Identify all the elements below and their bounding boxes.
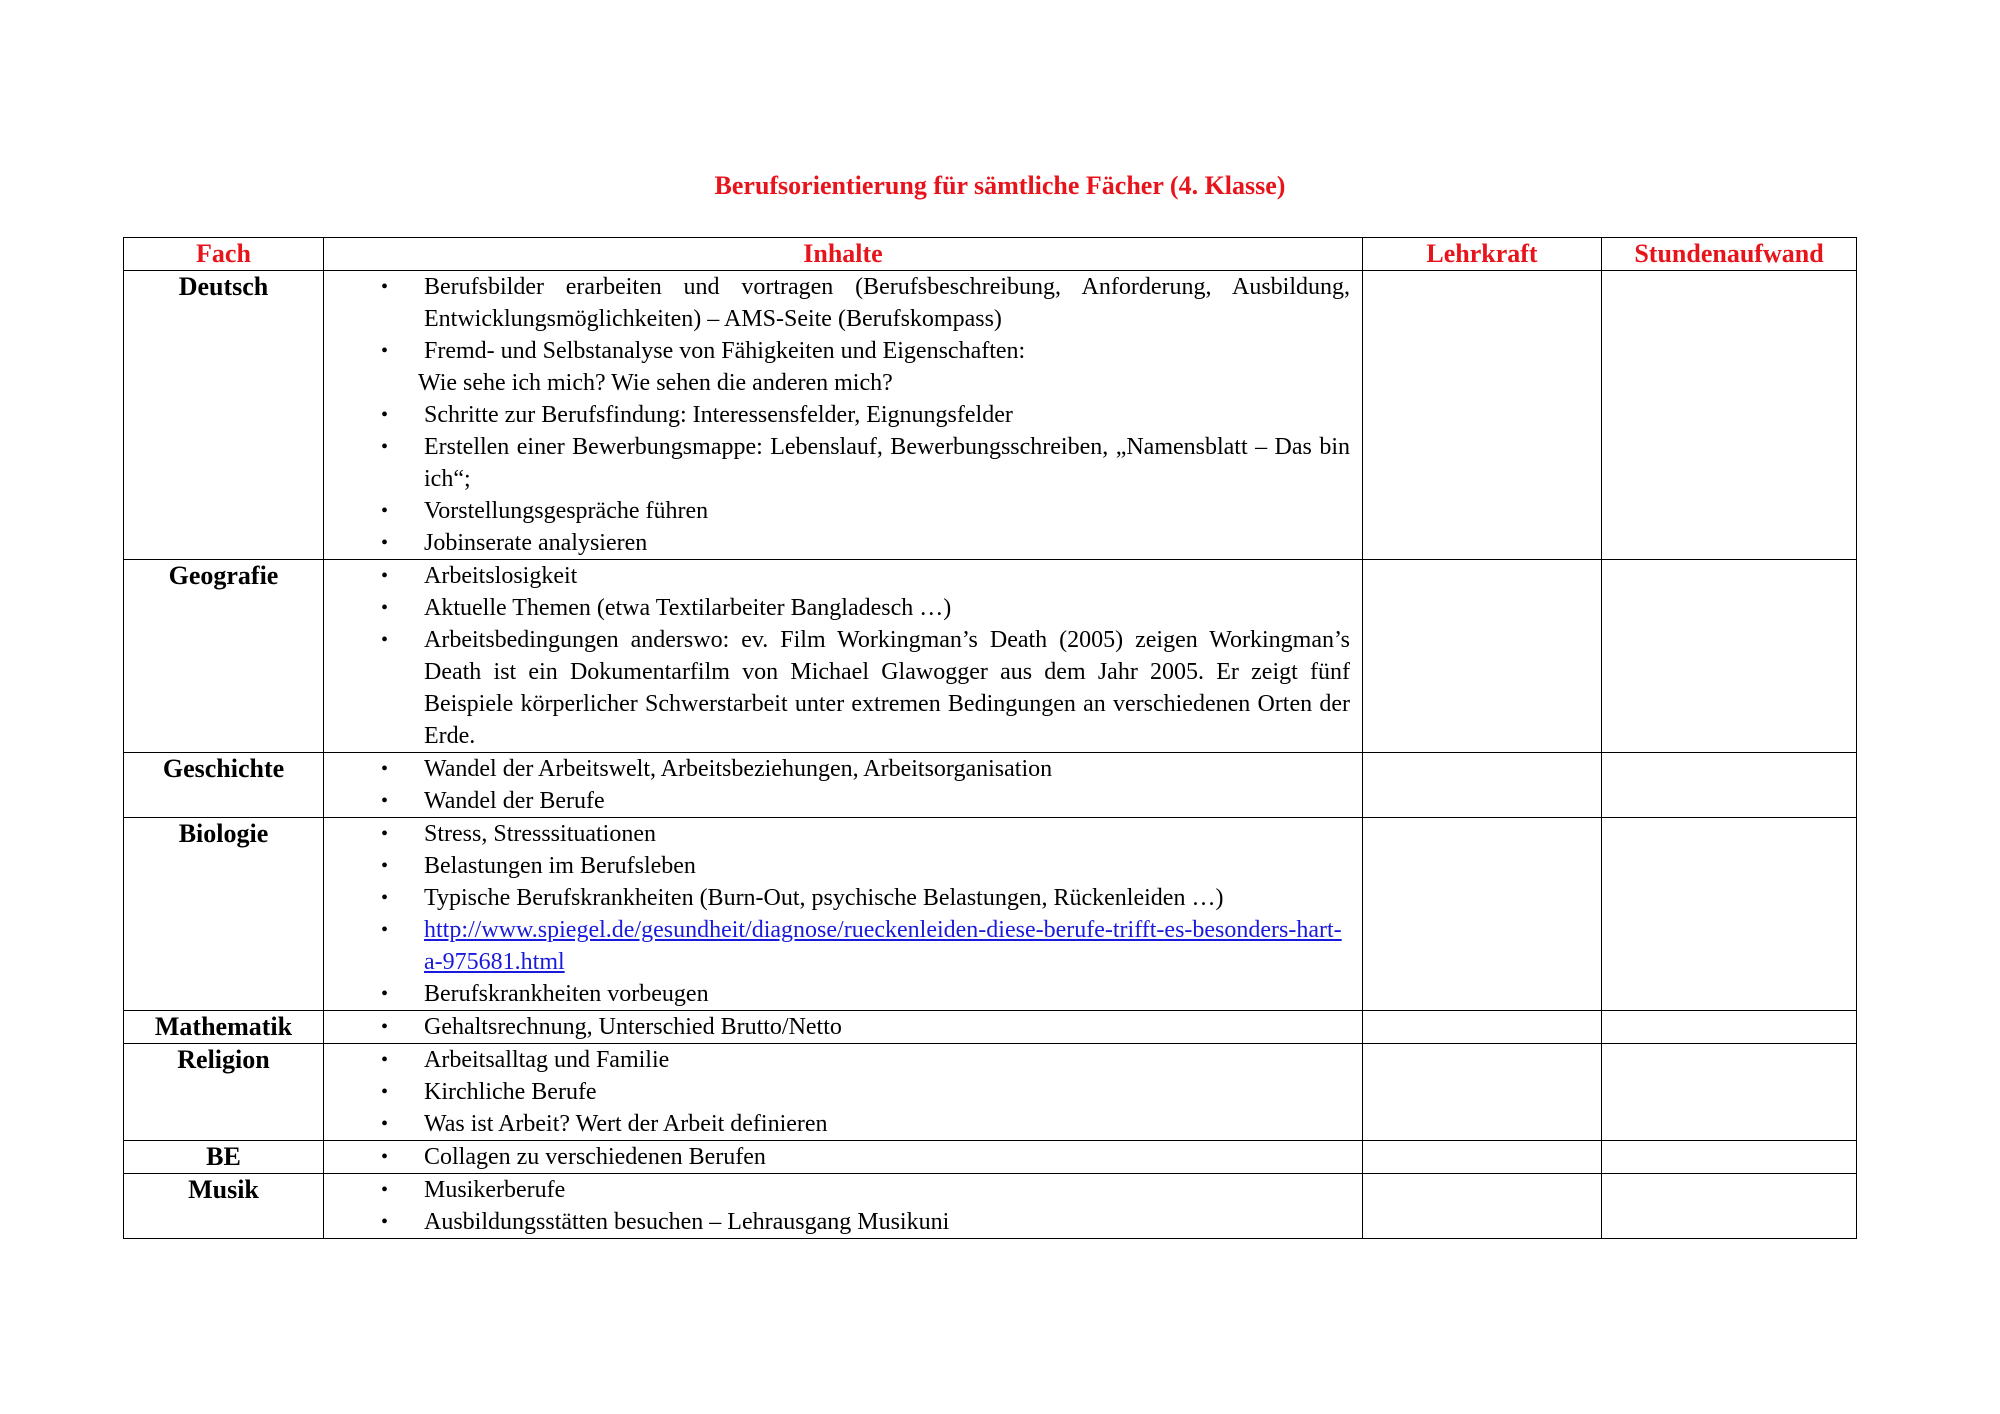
list-item-text: Gehaltsrechnung, Unterschied Brutto/Netto (424, 1014, 842, 1040)
content-cell (324, 818, 1363, 1011)
hours-cell (1602, 818, 1857, 1011)
hours-cell (1602, 1141, 1857, 1174)
hours-cell (1602, 271, 1857, 560)
bullet-icon: • (381, 983, 389, 1005)
header-inhalte: Inhalte (324, 238, 1363, 271)
list-item-text: Kirchliche Berufe (424, 1079, 597, 1105)
subject-cell: Deutsch (124, 271, 324, 560)
bullet-icon: • (381, 276, 389, 298)
header-stundenaufwand: Stundenaufwand (1602, 238, 1857, 271)
list-item-text: Typische Berufskrankheiten (Burn-Out, psychische Belastungen, Rückenleiden …) (424, 885, 1224, 911)
table-row (124, 753, 1857, 818)
bullet-icon: • (381, 1146, 389, 1168)
subject-cell: Geografie (124, 560, 324, 753)
bullet-icon: • (381, 597, 389, 619)
list-item-text: Arbeitsbedingungen anderswo: ev. Film Workingman’s Death (2005) zeigen Workingman’s Death ist ein Dokumentarfilm von Michael Glawogger aus dem Jahr 2005. Er zeigt fünf Beispiele körperlicher Schwerstarbeit unter extremen Bedingungen an verschiedenen Orten der Erde. (424, 627, 1350, 749)
list-item (324, 1011, 1350, 1043)
bullet-icon: • (381, 855, 389, 877)
table-row (124, 1044, 1857, 1141)
content-cell (324, 1174, 1363, 1239)
teacher-cell (1363, 560, 1602, 753)
header-lehrkraft: Lehrkraft (1363, 238, 1602, 271)
content-list (324, 1011, 1362, 1043)
list-item-text: Ausbildungsstätten besuchen – Lehrausgang Musikuni (424, 1209, 950, 1235)
bullet-icon: • (381, 887, 389, 909)
bullet-icon: • (381, 1113, 389, 1135)
list-item-text: Aktuelle Themen (etwa Textilarbeiter Bangladesch …) (424, 595, 952, 621)
list-item (324, 1174, 1350, 1206)
list-item (324, 882, 1350, 914)
hours-cell (1602, 560, 1857, 753)
table-row (124, 1174, 1857, 1239)
bullet-icon: • (381, 500, 389, 522)
list-item-text: Arbeitsalltag und Familie (424, 1047, 670, 1073)
list-item-text: Fremd- und Selbstanalyse von Fähigkeiten und Eigenschaften: (424, 338, 1026, 364)
teacher-cell (1363, 1044, 1602, 1141)
bullet-icon: • (381, 1049, 389, 1071)
bullet-icon: • (381, 1179, 389, 1201)
list-item-text: Was ist Arbeit? Wert der Arbeit definieren (424, 1111, 828, 1137)
table-row (124, 818, 1857, 1011)
teacher-cell (1363, 753, 1602, 818)
page-title: Berufsorientierung für sämtliche Fächer (4. Klasse) (714, 171, 1286, 200)
teacher-cell (1363, 1011, 1602, 1044)
list-item (324, 818, 1350, 850)
subject-cell: BE (124, 1141, 324, 1174)
content-list (324, 1141, 1362, 1173)
list-item (324, 914, 1350, 978)
list-item-text: Stress, Stresssituationen (424, 821, 656, 847)
list-item (324, 753, 1350, 785)
table-row (124, 1141, 1857, 1174)
list-item (324, 495, 1350, 527)
hours-cell (1602, 1011, 1857, 1044)
table-body (124, 271, 1857, 1239)
bullet-icon: • (381, 1016, 389, 1038)
table-header-row (124, 238, 1857, 271)
bullet-icon: • (381, 919, 389, 941)
teacher-cell (1363, 818, 1602, 1011)
content-list (324, 818, 1362, 1010)
teacher-cell (1363, 271, 1602, 560)
list-item (324, 527, 1350, 559)
list-item (324, 1206, 1350, 1238)
bullet-icon: • (381, 758, 389, 780)
list-item-text: Collagen zu verschiedenen Berufen (424, 1144, 766, 1170)
content-cell (324, 1044, 1363, 1141)
hours-cell (1602, 1174, 1857, 1239)
bullet-icon: • (381, 790, 389, 812)
hours-cell (1602, 753, 1857, 818)
content-cell (324, 753, 1363, 818)
content-cell (324, 1011, 1363, 1044)
list-item-text: Musikerberufe (424, 1177, 566, 1203)
bullet-icon: • (381, 1081, 389, 1103)
content-list (324, 271, 1362, 559)
bullet-icon: • (381, 532, 389, 554)
header-fach: Fach (124, 238, 324, 271)
bullet-icon: • (381, 823, 389, 845)
list-item-text: Belastungen im Berufsleben (424, 853, 696, 879)
content-cell (324, 1141, 1363, 1174)
teacher-cell (1363, 1141, 1602, 1174)
list-item (324, 1044, 1350, 1076)
table-row (124, 1011, 1857, 1044)
bullet-icon: • (381, 629, 389, 651)
list-item (324, 399, 1350, 431)
subject-cell: Religion (124, 1044, 324, 1141)
bullet-icon: • (381, 436, 389, 458)
list-item (324, 1076, 1350, 1108)
list-item (324, 431, 1350, 495)
content-cell (324, 271, 1363, 560)
list-item-text: Wie sehe ich mich? Wie sehen die anderen mich? (418, 370, 893, 396)
list-item (324, 624, 1350, 752)
content-list (324, 753, 1362, 817)
list-item-text: Arbeitslosigkeit (424, 563, 578, 589)
bullet-icon: • (381, 565, 389, 587)
teacher-cell (1363, 1174, 1602, 1239)
list-item-text: Wandel der Berufe (424, 788, 605, 814)
list-item (324, 560, 1350, 592)
content-list (324, 560, 1362, 752)
subject-cell: Biologie (124, 818, 324, 1011)
subject-cell: Geschichte (124, 753, 324, 818)
list-item-text: Berufsbilder erarbeiten und vortragen (Berufsbeschreibung, Anforderung, Ausbildung, Entwicklungsmöglichkeiten) – AMS-Seite (Berufskompass) (424, 274, 1350, 332)
list-item-text: Wandel der Arbeitswelt, Arbeitsbeziehungen, Arbeitsorganisation (424, 756, 1053, 782)
list-item (324, 271, 1350, 335)
list-item (324, 335, 1350, 367)
content-list (324, 1174, 1362, 1238)
bullet-icon: • (381, 404, 389, 426)
list-item-text: Jobinserate analysieren (424, 530, 648, 556)
list-item-text: Vorstellungsgespräche führen (424, 498, 709, 524)
content-cell (324, 560, 1363, 753)
subject-cell: Musik (124, 1174, 324, 1239)
bullet-icon: • (381, 340, 389, 362)
list-item (324, 592, 1350, 624)
list-item (324, 1108, 1350, 1140)
list-item-text: Schritte zur Berufsfindung: Interessensfelder, Eignungsfelder (424, 402, 1013, 428)
bullet-icon: • (381, 1211, 389, 1233)
list-item-text: Berufskrankheiten vorbeugen (424, 981, 709, 1007)
subject-cell: Mathematik (124, 1011, 324, 1044)
table-row (124, 271, 1857, 560)
list-item (324, 785, 1350, 817)
hours-cell (1602, 1044, 1857, 1141)
content-list (324, 1044, 1362, 1140)
list-item-text: Erstellen einer Bewerbungsmappe: Lebenslauf, Bewerbungsschreiben, „Namensblatt – Das bin ich“; (424, 434, 1350, 492)
table-row (124, 560, 1857, 753)
curriculum-table (123, 237, 1857, 1239)
list-item (324, 367, 1350, 399)
list-item (324, 850, 1350, 882)
external-link[interactable]: http://www.spiegel.de/gesundheit/diagnose/rueckenleiden-diese-berufe-trifft-es-besonders-hart-a-975681.html (424, 917, 1342, 975)
list-item (324, 978, 1350, 1010)
list-item (324, 1141, 1350, 1173)
